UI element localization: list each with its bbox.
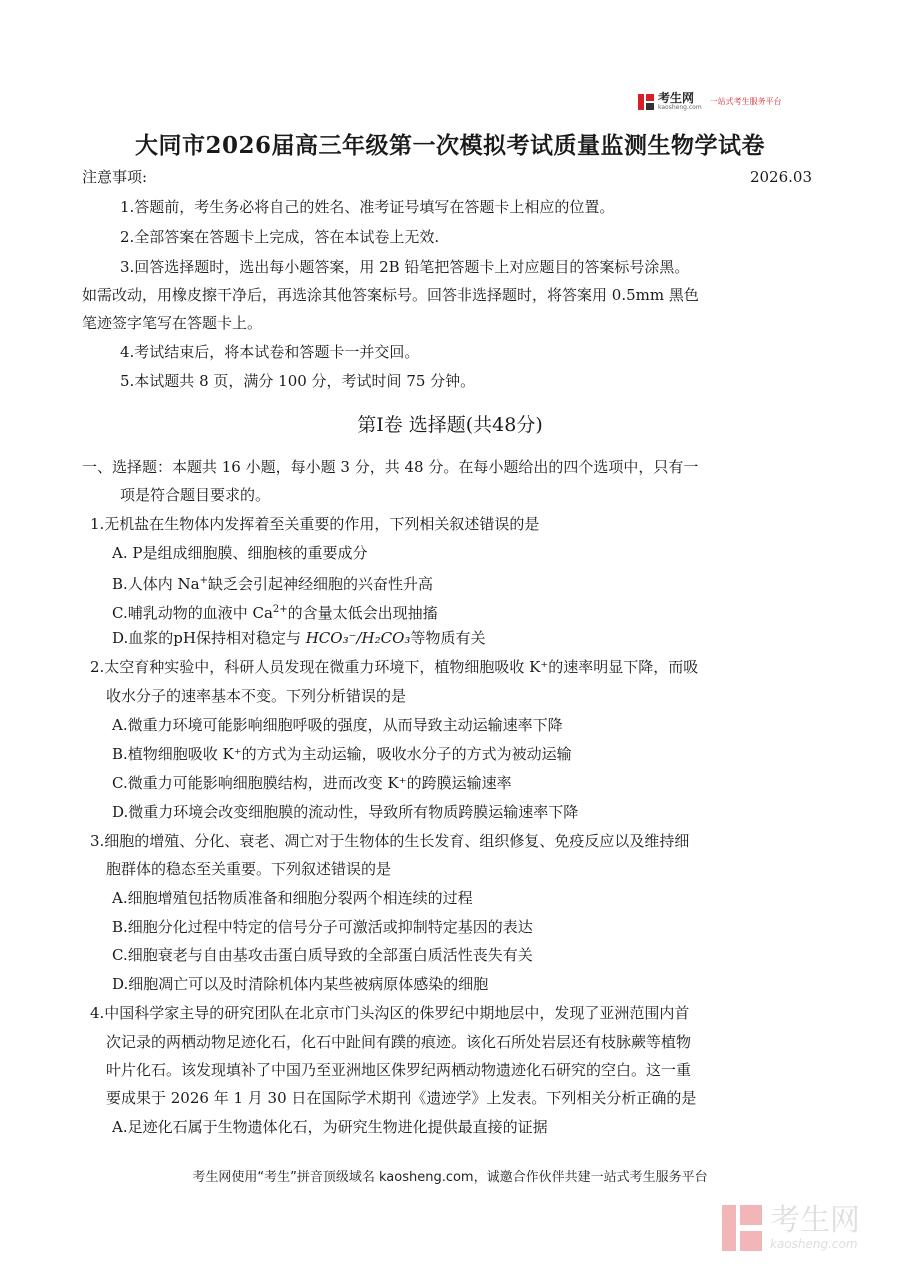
- q2-option-c: C.微重力可能影响细胞膜结构，进而改变 K⁺的跨膜运输速率: [112, 774, 512, 792]
- exam-date: 2026.03: [749, 168, 812, 186]
- brand-domain: kaosheng.com: [658, 104, 702, 111]
- question-4-stem-cont: 叶片化石。该发现填补了中国乃至亚洲地区侏罗纪两栖动物遗迹化石研究的空白。这一重: [106, 1061, 692, 1079]
- notice-item: 4.考试结束后，将本试卷和答题卡一并交回。: [120, 343, 420, 361]
- notice-item: 笔迹签字笔写在答题卡上。: [82, 314, 263, 332]
- brand-name: 考生网: [658, 91, 695, 105]
- q1-option-d: D.血浆的pH保持相对稳定与 HCO₃⁻/H₂CO₃等物质有关: [112, 629, 486, 647]
- notice-item: 1.答题前，考生务必将自己的姓名、准考证号填写在答题卡上相应的位置。: [120, 198, 615, 216]
- q3-option-d: D.细胞凋亡可以及时清除机体内某些被病原体感染的细胞: [112, 975, 489, 993]
- q3-option-b: B.细胞分化过程中特定的信号分子可激活或抑制特定基因的表达: [112, 918, 533, 936]
- question-4-stem-cont: 要成果于 2026 年 1 月 30 日在国际学术期刊《遗迹学》上发表。下列相关分析正确的是: [106, 1089, 697, 1107]
- watermark-name: 考生网: [770, 1203, 860, 1238]
- kaosheng-logo-icon: [638, 94, 654, 110]
- question-3-stem-cont: 胞群体的稳态至关重要。下列叙述错误的是: [106, 860, 392, 878]
- q4-option-a: A.足迹化石属于生物遗体化石，为研究生物进化提供最直接的证据: [112, 1118, 548, 1136]
- kaosheng-watermark-icon: [722, 1205, 762, 1251]
- notice-item: 3.回答选择题时，选出每小题答案，用 2B 铅笔把答题卡上对应题目的答案标号涂黑。: [120, 258, 690, 276]
- q1-option-c: C.哺乳动物的血液中 $Ca^{2+}$的含量太低会出现抽搐: [112, 604, 438, 622]
- question-4-stem: 4.中国科学家主导的研究团队在北京市门头沟区的侏罗纪中期地层中，发现了亚洲范围内首: [90, 1004, 690, 1022]
- notice-label: 注意事项:: [82, 168, 148, 186]
- question-1-stem: 1.无机盐在生物体内发挥着至关重要的作用，下列相关叙述错误的是: [90, 515, 540, 533]
- page-title: 大同市2026届高三年级第一次模拟考试质量监测生物学试卷: [134, 132, 765, 159]
- question-3-stem: 3.细胞的增殖、分化、衰老、凋亡对于生物体的生长发育、组织修复、免疫反应以及维持细: [90, 832, 690, 850]
- bicarbonate-formula: HCO₃⁻/H₂CO₃: [305, 629, 411, 647]
- watermark: [722, 1205, 860, 1251]
- question-2-stem: 2.太空育种实验中，科研人员发现在微重力环境下，植物细胞吸收 K⁺的速率明显下降，而吸: [90, 658, 699, 676]
- instruction-line: 项是符合题目要求的。: [120, 486, 271, 504]
- q3-option-a: A.细胞增殖包括物质准备和细胞分裂两个相连续的过程: [112, 889, 473, 907]
- question-2-stem-cont: 收水分子的速率基本不变。下列分析错误的是: [106, 687, 407, 705]
- q1-option-b: B.人体内 Na+缺乏会引起神经细胞的兴奋性升高: [112, 575, 434, 593]
- section-title: 第Ⅰ卷 选择题(共48分): [357, 414, 543, 436]
- question-4-stem-cont: 次记录的两栖动物足迹化石，化石中趾间有蹼的痕迹。该化石所处岩层还有枝脉蕨等植物: [106, 1033, 692, 1051]
- notice-item: 2.全部答案在答题卡上完成，答在本试卷上无效.: [120, 228, 440, 246]
- q2-option-b: B.植物细胞吸收 K⁺的方式为主动运输，吸收水分子的方式为被动运输: [112, 745, 572, 763]
- q3-option-c: C.细胞衰老与自由基攻击蛋白质导致的全部蛋白质活性丧失有关: [112, 946, 533, 964]
- instruction-line: 一、选择题：本题共 16 小题，每小题 3 分，共 48 分。在每小题给出的四个选项中，只有一: [82, 458, 699, 476]
- notice-item: 5.本试题共 8 页，满分 100 分，考试时间 75 分钟。: [120, 372, 476, 390]
- q2-option-a: A.微重力环境可能影响细胞呼吸的强度，从而导致主动运输速率下降: [112, 716, 563, 734]
- q1-option-a: A. P是组成细胞膜、细胞核的重要成分: [112, 544, 368, 562]
- notice-item: 如需改动，用橡皮擦干净后，再选涂其他答案标号。回答非选择题时，将答案用 0.5mm 黑色: [82, 286, 699, 304]
- watermark-domain: kaosheng.com: [770, 1237, 858, 1251]
- brand-slogan: 一站式考生服务平台: [709, 97, 782, 106]
- q2-option-d: D.微重力环境会改变细胞膜的流动性，导致所有物质跨膜运输速率下降: [112, 803, 579, 821]
- brand-logo[interactable]: [638, 92, 782, 111]
- footer-text: 考生网使用“考生”拼音顶级域名 kaosheng.com，诚邀合作伙伴共建一站式考生服务平台: [192, 1170, 708, 1185]
